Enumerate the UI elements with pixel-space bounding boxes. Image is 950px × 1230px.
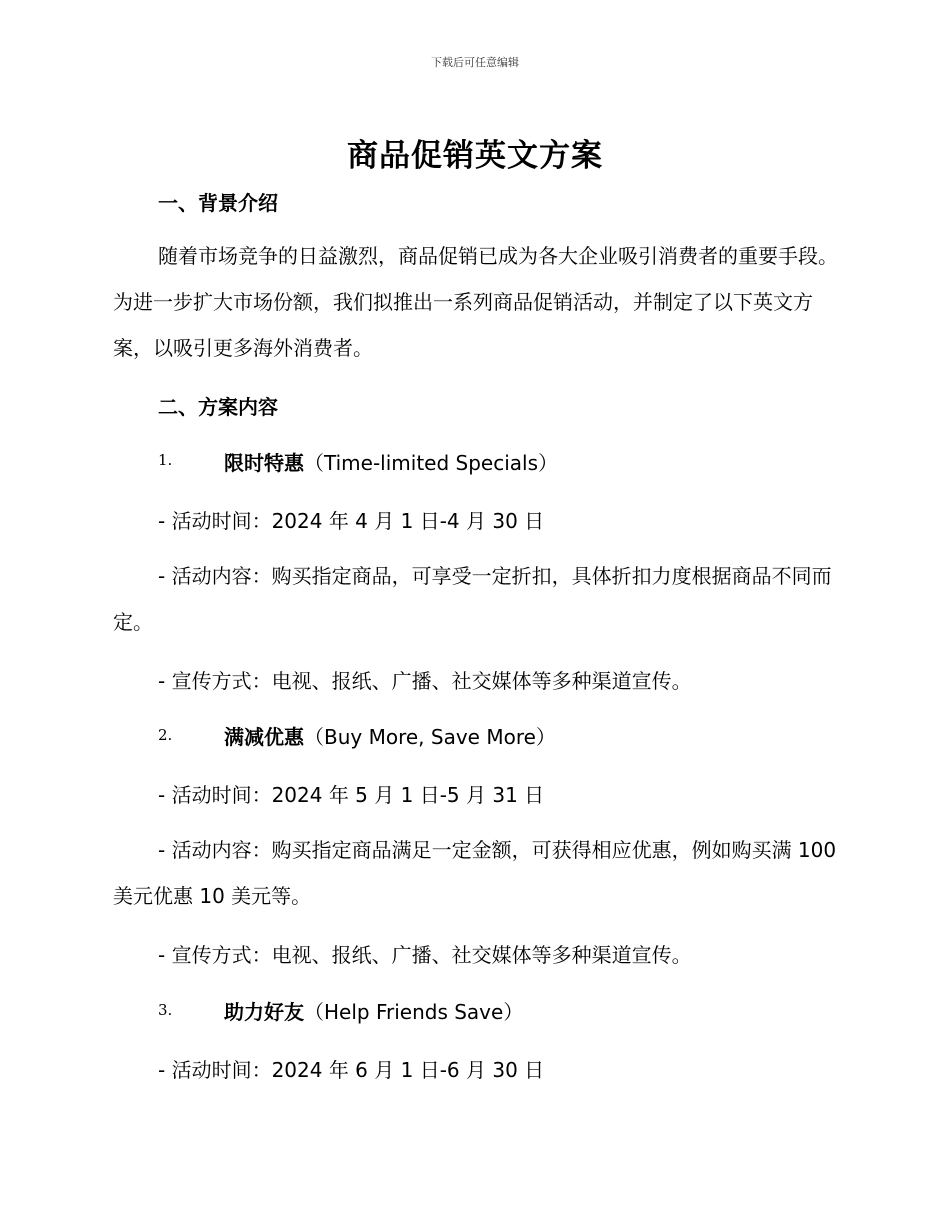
item-content: - 活动内容：购买指定商品，可享受一定折扣，具体折扣力度根据商品不同而定。 xyxy=(113,564,832,634)
item-title-en: （Time-limited Specials） xyxy=(304,451,558,475)
item-title-cn: 限时特惠 xyxy=(224,451,304,475)
document-title: 商品促销英文方案 xyxy=(347,138,603,174)
item-number: 2. xyxy=(158,726,173,744)
section-heading-plan: 二、方案内容 xyxy=(158,395,278,419)
item-promo: - 宣传方式：电视、报纸、广播、社交媒体等多种渠道宣传。 xyxy=(158,943,692,967)
background-paragraph: 随着市场竞争的日益激烈，商品促销已成为各大企业吸引消费者的重要手段。为进一步扩大市场份额，我们拟推出一系列商品促销活动，并制定了以下英文方案，以吸引更多海外消费者。 xyxy=(113,244,838,360)
item-time: - 活动时间：2024 年 5 月 1 日-5 月 31 日 xyxy=(158,783,545,807)
page-header: 下载后可任意编辑 xyxy=(431,56,519,69)
item-title xyxy=(224,996,523,1025)
item-time: - 活动时间：2024 年 4 月 1 日-4 月 30 日 xyxy=(158,509,545,533)
item-promo: - 宣传方式：电视、报纸、广播、社交媒体等多种渠道宣传。 xyxy=(158,669,692,693)
item-title-en: （Buy More, Save More） xyxy=(304,725,556,749)
item-title-en: （Help Friends Save） xyxy=(304,1000,524,1024)
item-content: - 活动内容：购买指定商品满足一定金额，可获得相应优惠，例如购买满 100 美元优惠 10 美元等。 xyxy=(113,838,837,908)
item-title xyxy=(224,721,556,750)
item-number: 3. xyxy=(158,1001,173,1019)
item-number: 1. xyxy=(158,451,173,469)
item-time: - 活动时间：2024 年 6 月 1 日-6 月 30 日 xyxy=(158,1058,545,1082)
item-title xyxy=(224,447,558,476)
item-title-cn: 助力好友 xyxy=(224,1000,304,1024)
item-title-cn: 满减优惠 xyxy=(224,725,304,749)
section-heading-background: 一、背景介绍 xyxy=(158,191,278,215)
